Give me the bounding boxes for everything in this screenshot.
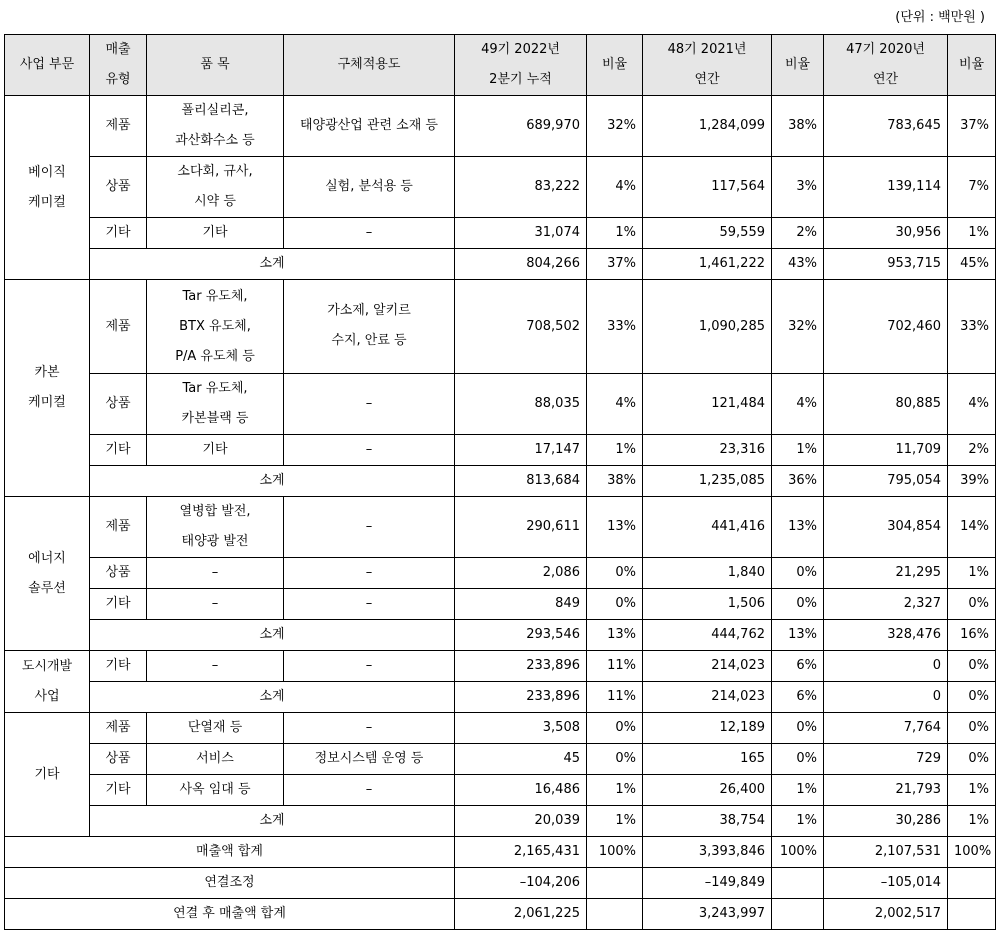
header-ratio-49: 비율 [587,35,643,96]
subtotal-label: 소계 [90,466,455,497]
usage: – [284,218,455,249]
sales-type: 기타 [90,435,147,466]
value-47: 2,107,531 [824,837,948,868]
value-49: 3,508 [455,713,587,744]
header-period-47 [824,35,948,96]
ratio-49: 38% [587,466,643,497]
value-48: 26,400 [643,775,772,806]
ratio-49: 1% [587,775,643,806]
sales-type: 기타 [90,775,147,806]
value-47: 2,002,517 [824,899,948,930]
value-48: 3,243,997 [643,899,772,930]
table-row [5,744,996,775]
value-47: 11,709 [824,435,948,466]
value-49: 31,074 [455,218,587,249]
adjustment-label: 연결조정 [5,868,455,899]
unit-note: (단위 : 백만원 ) [895,10,985,25]
value-48: 1,506 [643,589,772,620]
item [147,374,284,435]
ratio-49: 13% [587,497,643,558]
table-row [5,558,996,589]
subtotal-label: 소계 [90,806,455,837]
ratio-48: 13% [772,620,824,651]
value-48: 214,023 [643,651,772,682]
subtotal-label: 소계 [90,620,455,651]
ratio-48: 4% [772,374,824,435]
segment-energy-line1: 에너지 [28,550,66,566]
ratio-47: 2% [948,435,996,466]
ratio-49: 11% [587,651,643,682]
value-47: 21,793 [824,775,948,806]
value-49: 17,147 [455,435,587,466]
segment-basic-chemical [5,96,90,280]
table-row [5,374,996,435]
ratio-48: 38% [772,96,824,157]
item: 기타 [147,218,284,249]
item-line1: 열병합 발전, [179,504,251,519]
value-49: 689,970 [455,96,587,157]
item-line2: BTX 유도체, [179,318,251,334]
consolidated-total-row [5,899,996,930]
ratio-49: 0% [587,744,643,775]
ratio-47: 1% [948,218,996,249]
usage: – [284,651,455,682]
sales-type: 제품 [90,497,147,558]
sales-type: 제품 [90,280,147,374]
ratio-47: 39% [948,466,996,497]
value-48: 117,564 [643,157,772,218]
item: – [147,589,284,620]
segment-energy-solution [5,497,90,651]
value-47: 7,764 [824,713,948,744]
sales-type: 기타 [90,589,147,620]
value-49: 2,061,225 [455,899,587,930]
segment-carbon-chemical [5,280,90,497]
value-47: 304,854 [824,497,948,558]
header-type-line1: 매출 [105,42,131,57]
value-49: 804,266 [455,249,587,280]
table-row [5,497,996,558]
usage: 실험, 분석용 등 [284,157,455,218]
item-line2: 카본블랙 등 [181,411,249,426]
value-47: 702,460 [824,280,948,374]
item: 사옥 임대 등 [147,775,284,806]
ratio-47: 1% [948,806,996,837]
header-period-48 [643,35,772,96]
value-47: 30,956 [824,218,948,249]
usage [284,280,455,374]
ratio-47: 16% [948,620,996,651]
item: – [147,558,284,589]
value-49: 2,086 [455,558,587,589]
value-49: 290,611 [455,497,587,558]
value-49: 849 [455,589,587,620]
ratio-49: 0% [587,558,643,589]
ratio-47: 100% [948,837,996,868]
sales-type: 상품 [90,157,147,218]
item-line2: 과산화수소 등 [175,133,255,148]
value-47: –105,014 [824,868,948,899]
table-row [5,775,996,806]
subtotal-label: 소계 [90,249,455,280]
header-row [5,35,996,96]
value-49: 813,684 [455,466,587,497]
header-p49-line1: 49기 2022년 [481,42,560,57]
item-line1: Tar 유도체, [182,288,248,304]
value-48: 23,316 [643,435,772,466]
ratio-48: 36% [772,466,824,497]
ratio-48: 0% [772,558,824,589]
segment-basic-line1: 베이직 [28,164,66,180]
value-48: 214,023 [643,682,772,713]
value-48: 1,235,085 [643,466,772,497]
ratio-49: 100% [587,837,643,868]
ratio-49: 1% [587,435,643,466]
table-row [5,713,996,744]
header-p48-line1: 48기 2021년 [667,42,747,57]
item-line1: 폴리실리콘, [181,103,249,118]
subtotal-label: 소계 [90,682,455,713]
value-49: 2,165,431 [455,837,587,868]
sales-table [4,34,996,930]
ratio-47: 0% [948,744,996,775]
ratio-48: 0% [772,589,824,620]
ratio-49: 1% [587,806,643,837]
table-row [5,651,996,682]
ratio-47: 1% [948,558,996,589]
item [147,157,284,218]
value-48: 444,762 [643,620,772,651]
sales-type: 제품 [90,713,147,744]
ratio-49: 0% [587,589,643,620]
usage: – [284,558,455,589]
value-48: 12,189 [643,713,772,744]
adjustment-row [5,868,996,899]
ratio-48: 43% [772,249,824,280]
ratio-47: 45% [948,249,996,280]
header-p47-line1: 47기 2020년 [846,42,925,57]
ratio-49: 11% [587,682,643,713]
table-row [5,589,996,620]
item-line2: 시약 등 [194,194,236,209]
usage: 정보시스템 운영 등 [284,744,455,775]
value-47: 0 [824,682,948,713]
value-48: 121,484 [643,374,772,435]
table-row [5,218,996,249]
ratio-49: 4% [587,374,643,435]
value-48: 1,840 [643,558,772,589]
ratio-48: 1% [772,435,824,466]
header-p48-line2: 연간 [694,72,720,87]
sales-total-row [5,837,996,868]
sales-total-label: 매출액 합계 [5,837,455,868]
ratio-49: 37% [587,249,643,280]
value-47: 139,114 [824,157,948,218]
value-48: 38,754 [643,806,772,837]
table-row [5,435,996,466]
item-line1: Tar 유도체, [182,381,248,396]
ratio-47: 0% [948,713,996,744]
consolidated-total-label: 연결 후 매출액 합계 [5,899,455,930]
ratio-48: 6% [772,651,824,682]
ratio-48: 6% [772,682,824,713]
segment-urban-line2: 사업 [34,688,60,704]
usage: – [284,435,455,466]
ratio-49: 0% [587,713,643,744]
header-item: 품 목 [147,35,284,96]
segment-carbon-line1: 카본 [34,365,60,380]
value-49: 233,896 [455,682,587,713]
ratio-47: 0% [948,651,996,682]
ratio-48 [772,868,824,899]
value-47: 953,715 [824,249,948,280]
ratio-48 [772,899,824,930]
subtotal-row [5,806,996,837]
subtotal-row [5,682,996,713]
value-49: 293,546 [455,620,587,651]
sales-type: 제품 [90,96,147,157]
value-49: 233,896 [455,651,587,682]
ratio-48: 2% [772,218,824,249]
value-47: 80,885 [824,374,948,435]
value-49: 16,486 [455,775,587,806]
segment-urban-line1: 도시개발 [21,658,73,674]
ratio-47: 14% [948,497,996,558]
item: – [147,651,284,682]
header-period-49 [455,35,587,96]
item [147,96,284,157]
ratio-47: 0% [948,589,996,620]
ratio-48: 1% [772,806,824,837]
value-49: 20,039 [455,806,587,837]
usage-line1: 가소제, 알키르 [327,303,411,318]
item-line3: P/A 유도체 등 [175,348,255,364]
sales-type: 상품 [90,744,147,775]
ratio-47: 33% [948,280,996,374]
ratio-49 [587,899,643,930]
value-48: 3,393,846 [643,837,772,868]
ratio-47: 4% [948,374,996,435]
value-48: 1,284,099 [643,96,772,157]
sales-type: 기타 [90,651,147,682]
ratio-49: 13% [587,620,643,651]
item: 기타 [147,435,284,466]
value-48: 59,559 [643,218,772,249]
item [147,280,284,374]
sales-type: 상품 [90,558,147,589]
ratio-48: 0% [772,713,824,744]
item-line1: 소다회, 규사, [177,164,253,179]
subtotal-row [5,249,996,280]
sales-type: 기타 [90,218,147,249]
ratio-48: 13% [772,497,824,558]
value-48: 441,416 [643,497,772,558]
value-48: 165 [643,744,772,775]
ratio-48: 0% [772,744,824,775]
item: 단열재 등 [147,713,284,744]
value-47: 328,476 [824,620,948,651]
ratio-49 [587,868,643,899]
item [147,497,284,558]
ratio-47: 1% [948,775,996,806]
segment-basic-line2: 케미컬 [28,194,66,210]
ratio-48: 32% [772,280,824,374]
value-47: 783,645 [824,96,948,157]
table-row [5,157,996,218]
value-47: 729 [824,744,948,775]
value-49: –104,206 [455,868,587,899]
value-47: 0 [824,651,948,682]
segment-other: 기타 [5,713,90,837]
ratio-47 [948,868,996,899]
ratio-47: 37% [948,96,996,157]
usage: 태양광산업 관련 소재 등 [284,96,455,157]
segment-urban-development [5,651,90,713]
ratio-48: 3% [772,157,824,218]
subtotal-row [5,620,996,651]
header-type-line2: 유형 [105,72,131,87]
header-ratio-47: 비율 [948,35,996,96]
table-row [5,96,996,157]
ratio-47: 0% [948,682,996,713]
segment-carbon-line2: 케미컬 [28,395,66,410]
value-47: 2,327 [824,589,948,620]
header-usage: 구체적용도 [284,35,455,96]
usage: – [284,374,455,435]
header-segment: 사업 부문 [5,35,90,96]
sales-type: 상품 [90,374,147,435]
usage: – [284,775,455,806]
value-47: 21,295 [824,558,948,589]
ratio-49: 4% [587,157,643,218]
header-ratio-48: 비율 [772,35,824,96]
usage: – [284,589,455,620]
value-47: 795,054 [824,466,948,497]
item-line2: 태양광 발전 [181,534,249,549]
ratio-48: 100% [772,837,824,868]
ratio-48: 1% [772,775,824,806]
segment-energy-line2: 솔루션 [28,580,66,596]
value-49: 708,502 [455,280,587,374]
subtotal-row [5,466,996,497]
table-row [5,280,996,374]
header-p49-line2: 2분기 누적 [489,72,552,87]
header-p47-line2: 연간 [872,72,899,87]
ratio-49: 32% [587,96,643,157]
usage-line2: 수지, 안료 등 [331,333,407,348]
ratio-49: 1% [587,218,643,249]
value-49: 45 [455,744,587,775]
value-47: 30,286 [824,806,948,837]
value-49: 88,035 [455,374,587,435]
value-48: –149,849 [643,868,772,899]
ratio-47: 7% [948,157,996,218]
usage: – [284,497,455,558]
value-48: 1,090,285 [643,280,772,374]
ratio-49: 33% [587,280,643,374]
value-48: 1,461,222 [643,249,772,280]
item: 서비스 [147,744,284,775]
header-sales-type [90,35,147,96]
usage: – [284,713,455,744]
ratio-47 [948,899,996,930]
value-49: 83,222 [455,157,587,218]
